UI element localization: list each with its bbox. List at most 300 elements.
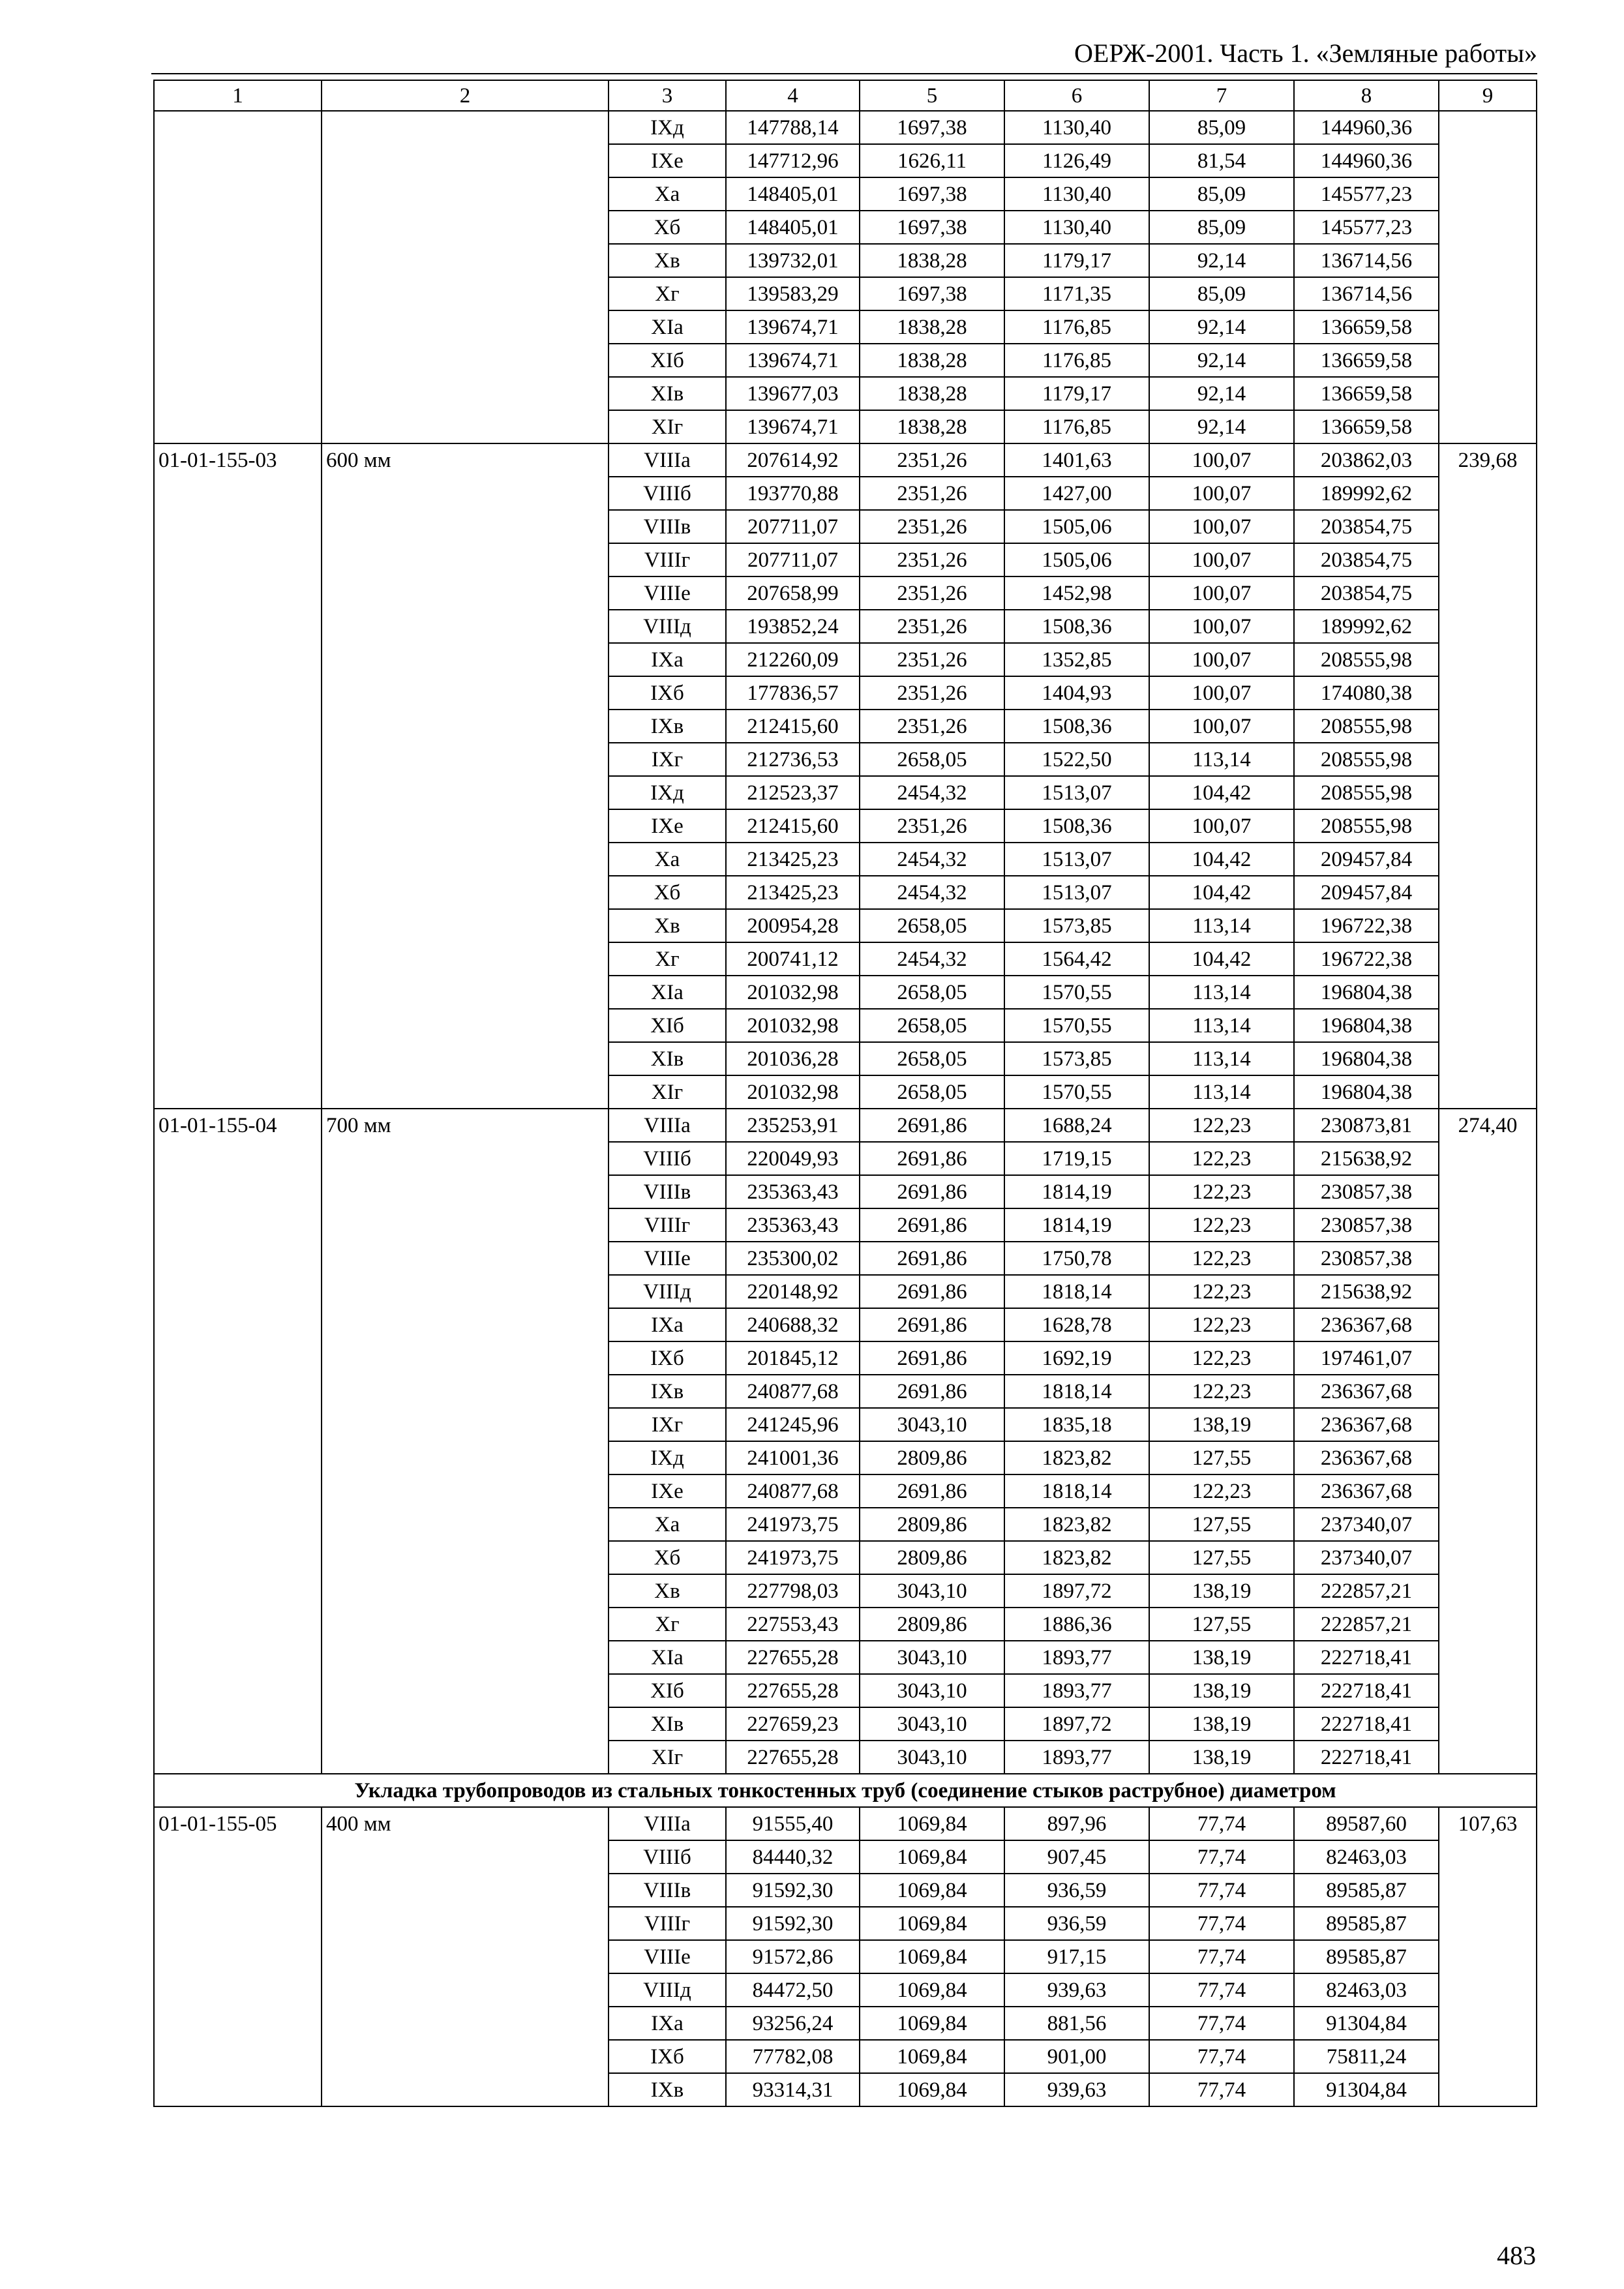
table-cell: 113,14 <box>1149 976 1294 1009</box>
table-cell: XIб <box>609 1009 726 1042</box>
table-cell: 113,14 <box>1149 1042 1294 1075</box>
table-cell: 2351,26 <box>860 643 1004 676</box>
table-cell: 122,23 <box>1149 1109 1294 1142</box>
norm-name: 400 мм <box>322 1807 609 2106</box>
table-cell: 1818,14 <box>1004 1474 1149 1508</box>
table-cell: 2658,05 <box>860 1075 1004 1109</box>
table-cell: 1171,35 <box>1004 277 1149 310</box>
table-cell: 196804,38 <box>1294 976 1439 1009</box>
table-cell: 127,55 <box>1149 1608 1294 1641</box>
table-cell: 208555,98 <box>1294 710 1439 743</box>
table-cell: 203854,75 <box>1294 543 1439 576</box>
table-cell: 208555,98 <box>1294 643 1439 676</box>
table-cell: 89587,60 <box>1294 1807 1439 1840</box>
table-cell: VIIIа <box>609 1109 726 1142</box>
table-cell: 235253,91 <box>726 1109 860 1142</box>
table-cell: 2691,86 <box>860 1308 1004 1341</box>
table-cell: XIв <box>609 377 726 410</box>
table-cell: VIIIд <box>609 1973 726 2007</box>
table-cell: VIIIб <box>609 477 726 510</box>
table-cell: 91555,40 <box>726 1807 860 1840</box>
table-cell: VIIIд <box>609 1275 726 1308</box>
table-cell: IXа <box>609 2007 726 2040</box>
table-cell: VIIIе <box>609 1940 726 1973</box>
table-cell: 230857,38 <box>1294 1175 1439 1208</box>
table-cell: 220148,92 <box>726 1275 860 1308</box>
table-cell: IXг <box>609 743 726 776</box>
table-cell: 208555,98 <box>1294 809 1439 843</box>
table-row <box>154 1807 1537 1840</box>
table-cell: XIв <box>609 1707 726 1741</box>
table-cell: 122,23 <box>1149 1474 1294 1508</box>
table-cell: 196804,38 <box>1294 1042 1439 1075</box>
table-cell: 201032,98 <box>726 1075 860 1109</box>
table-cell: 82463,03 <box>1294 1840 1439 1874</box>
norm-code: 01-01-155-03 <box>154 443 322 1109</box>
table-cell: Xг <box>609 942 726 976</box>
table-cell: Xб <box>609 1541 726 1574</box>
table-cell: 1564,42 <box>1004 942 1149 976</box>
norm-code <box>154 111 322 443</box>
table-cell: 212415,60 <box>726 710 860 743</box>
table-cell: 85,09 <box>1149 111 1294 144</box>
table-cell: 1176,85 <box>1004 410 1149 443</box>
table-cell: 127,55 <box>1149 1541 1294 1574</box>
page-header: ОЕРЖ-2001. Часть 1. «Земляные работы» <box>1074 38 1537 68</box>
table-cell: 235363,43 <box>726 1208 860 1242</box>
table-cell: 1513,07 <box>1004 876 1149 909</box>
table-cell: 91572,86 <box>726 1940 860 1973</box>
table-cell: 189992,62 <box>1294 610 1439 643</box>
table-cell: 1130,40 <box>1004 211 1149 244</box>
table-cell: 122,23 <box>1149 1208 1294 1242</box>
table-cell: VIIIв <box>609 1874 726 1907</box>
table-cell: XIа <box>609 1641 726 1674</box>
table-cell: 1069,84 <box>860 2040 1004 2073</box>
table-cell: 212260,09 <box>726 643 860 676</box>
table-cell: 203854,75 <box>1294 576 1439 610</box>
table-cell: 85,09 <box>1149 177 1294 211</box>
table-cell: 138,19 <box>1149 1707 1294 1741</box>
table-cell: 939,63 <box>1004 1973 1149 2007</box>
table-cell: 2691,86 <box>860 1275 1004 1308</box>
table-cell: 2351,26 <box>860 510 1004 543</box>
table-cell: 222718,41 <box>1294 1641 1439 1674</box>
table-cell: 100,07 <box>1149 643 1294 676</box>
table-cell: 122,23 <box>1149 1341 1294 1375</box>
table-cell: Xг <box>609 1608 726 1641</box>
norm-col9-value: 274,40 <box>1439 1109 1537 1774</box>
header-rule <box>151 73 1537 74</box>
table-cell: 201032,98 <box>726 1009 860 1042</box>
table-cell: 939,63 <box>1004 2073 1149 2106</box>
table-cell: 127,55 <box>1149 1441 1294 1474</box>
table-cell: 1838,28 <box>860 410 1004 443</box>
table-cell: 222857,21 <box>1294 1574 1439 1608</box>
section-title-row <box>154 1774 1537 1807</box>
table-cell: 177836,57 <box>726 676 860 710</box>
table-cell: 1697,38 <box>860 177 1004 211</box>
table-cell: IXе <box>609 1474 726 1508</box>
table-cell: 201036,28 <box>726 1042 860 1075</box>
table-cell: IXа <box>609 1308 726 1341</box>
table-cell: 100,07 <box>1149 676 1294 710</box>
table-cell: 197461,07 <box>1294 1341 1439 1375</box>
table-cell: 230857,38 <box>1294 1208 1439 1242</box>
table-cell: Xв <box>609 244 726 277</box>
table-cell: 2691,86 <box>860 1109 1004 1142</box>
table-cell: 1897,72 <box>1004 1574 1149 1608</box>
table-cell: 212736,53 <box>726 743 860 776</box>
table-cell: 104,42 <box>1149 942 1294 976</box>
table-cell: XIг <box>609 1075 726 1109</box>
table-cell: IXе <box>609 809 726 843</box>
table-cell: 2691,86 <box>860 1142 1004 1175</box>
table-cell: 81,54 <box>1149 144 1294 177</box>
table-cell: 1692,19 <box>1004 1341 1149 1375</box>
table-cell: 89585,87 <box>1294 1907 1439 1940</box>
table-cell: 907,45 <box>1004 1840 1149 1874</box>
table-cell: 77,74 <box>1149 2007 1294 2040</box>
column-number-6: 6 <box>1004 80 1149 111</box>
table-body <box>154 80 1537 2106</box>
table-cell: 3043,10 <box>860 1674 1004 1707</box>
table-cell: 1814,19 <box>1004 1175 1149 1208</box>
table-cell: 213425,23 <box>726 843 860 876</box>
table-cell: 92,14 <box>1149 344 1294 377</box>
table-cell: 207614,92 <box>726 443 860 477</box>
table-cell: 207658,99 <box>726 576 860 610</box>
table-cell: 1893,77 <box>1004 1674 1149 1707</box>
table-cell: 145577,23 <box>1294 211 1439 244</box>
table-cell: 222718,41 <box>1294 1741 1439 1774</box>
table-cell: 2454,32 <box>860 942 1004 976</box>
table-cell: 138,19 <box>1149 1574 1294 1608</box>
table-cell: 104,42 <box>1149 776 1294 809</box>
table-cell: 89585,87 <box>1294 1874 1439 1907</box>
table-cell: 1893,77 <box>1004 1741 1149 1774</box>
table-cell: 113,14 <box>1149 909 1294 942</box>
table-cell: 897,96 <box>1004 1807 1149 1840</box>
table-cell: 77,74 <box>1149 1940 1294 1973</box>
table-cell: 174080,38 <box>1294 676 1439 710</box>
table-cell: 1750,78 <box>1004 1242 1149 1275</box>
table-cell: 212415,60 <box>726 809 860 843</box>
table-cell: 100,07 <box>1149 510 1294 543</box>
table-cell: 201845,12 <box>726 1341 860 1375</box>
table-cell: Xа <box>609 1508 726 1541</box>
table-cell: 113,14 <box>1149 1075 1294 1109</box>
table-cell: 92,14 <box>1149 377 1294 410</box>
table-cell: 138,19 <box>1149 1674 1294 1707</box>
table-cell: 1628,78 <box>1004 1308 1149 1341</box>
table-cell: 1570,55 <box>1004 1075 1149 1109</box>
table-cell: 136659,58 <box>1294 310 1439 344</box>
table-cell: XIб <box>609 1674 726 1707</box>
table-cell: 1069,84 <box>860 1907 1004 1940</box>
table-cell: 208555,98 <box>1294 743 1439 776</box>
table-cell: 196804,38 <box>1294 1075 1439 1109</box>
table-cell: IXд <box>609 111 726 144</box>
table-cell: 136659,58 <box>1294 344 1439 377</box>
table-cell: 1697,38 <box>860 277 1004 310</box>
table-cell: 1697,38 <box>860 211 1004 244</box>
table-cell: 138,19 <box>1149 1741 1294 1774</box>
price-table <box>153 80 1537 2107</box>
table-cell: 196722,38 <box>1294 942 1439 976</box>
table-cell: 136714,56 <box>1294 277 1439 310</box>
table-cell: 1126,49 <box>1004 144 1149 177</box>
table-cell: 196722,38 <box>1294 909 1439 942</box>
table-cell: 91304,84 <box>1294 2073 1439 2106</box>
table-cell: VIIIе <box>609 1242 726 1275</box>
table-cell: 203862,03 <box>1294 443 1439 477</box>
table-cell: 100,07 <box>1149 710 1294 743</box>
table-cell: 240877,68 <box>726 1474 860 1508</box>
table-cell: 1818,14 <box>1004 1275 1149 1308</box>
table-cell: 227798,03 <box>726 1574 860 1608</box>
table-cell: XIг <box>609 1741 726 1774</box>
table-cell: 1452,98 <box>1004 576 1149 610</box>
table-row <box>154 111 1537 144</box>
table-cell: 144960,36 <box>1294 144 1439 177</box>
table-cell: 77,74 <box>1149 1907 1294 1940</box>
table-cell: 2691,86 <box>860 1375 1004 1408</box>
table-cell: 113,14 <box>1149 743 1294 776</box>
table-cell: IXб <box>609 676 726 710</box>
table-cell: 237340,07 <box>1294 1508 1439 1541</box>
table-cell: 227655,28 <box>726 1741 860 1774</box>
table-cell: 227655,28 <box>726 1641 860 1674</box>
table-cell: 77,74 <box>1149 1840 1294 1874</box>
table-cell: 1427,00 <box>1004 477 1149 510</box>
table-cell: 2351,26 <box>860 443 1004 477</box>
table-cell: 201032,98 <box>726 976 860 1009</box>
table-cell: 936,59 <box>1004 1907 1149 1940</box>
table-cell: 1886,36 <box>1004 1608 1149 1641</box>
table-cell: 93256,24 <box>726 2007 860 2040</box>
table-cell: 2691,86 <box>860 1208 1004 1242</box>
table-cell: 1401,63 <box>1004 443 1149 477</box>
table-cell: 1838,28 <box>860 377 1004 410</box>
table-cell: 127,55 <box>1149 1508 1294 1541</box>
table-cell: 1069,84 <box>860 1807 1004 1840</box>
norm-name: 700 мм <box>322 1109 609 1774</box>
table-cell: 240877,68 <box>726 1375 860 1408</box>
table-cell: 213425,23 <box>726 876 860 909</box>
table-cell: 2809,86 <box>860 1508 1004 1541</box>
table-cell: 144960,36 <box>1294 111 1439 144</box>
table-cell: Xв <box>609 909 726 942</box>
table-cell: 227553,43 <box>726 1608 860 1641</box>
table-cell: 220049,93 <box>726 1142 860 1175</box>
norm-col9-value: 107,63 <box>1439 1807 1537 2106</box>
table-cell: VIIIа <box>609 1807 726 1840</box>
table-cell: 92,14 <box>1149 410 1294 443</box>
norm-col9-value <box>1439 111 1537 443</box>
table-cell: 236367,68 <box>1294 1441 1439 1474</box>
table-cell: 236367,68 <box>1294 1474 1439 1508</box>
table-cell: 1352,85 <box>1004 643 1149 676</box>
table-cell: 207711,07 <box>726 543 860 576</box>
norm-name: 600 мм <box>322 443 609 1109</box>
table-cell: 1069,84 <box>860 1874 1004 1907</box>
table-cell: 122,23 <box>1149 1242 1294 1275</box>
table-cell: 3043,10 <box>860 1574 1004 1608</box>
table-cell: 1573,85 <box>1004 909 1149 942</box>
table-cell: VIIIд <box>609 610 726 643</box>
table-cell: 139674,71 <box>726 310 860 344</box>
table-cell: 1505,06 <box>1004 543 1149 576</box>
table-cell: 222857,21 <box>1294 1608 1439 1641</box>
table-cell: 1688,24 <box>1004 1109 1149 1142</box>
table-cell: 1069,84 <box>860 1940 1004 1973</box>
table-cell: 77,74 <box>1149 1874 1294 1907</box>
table-cell: 100,07 <box>1149 809 1294 843</box>
table-cell: 77,74 <box>1149 2073 1294 2106</box>
column-number-8: 8 <box>1294 80 1439 111</box>
table-cell: 881,56 <box>1004 2007 1149 2040</box>
table-cell: 241973,75 <box>726 1541 860 1574</box>
table-cell: 200741,12 <box>726 942 860 976</box>
page-number: 483 <box>1497 2241 1536 2270</box>
table-cell: 2809,86 <box>860 1441 1004 1474</box>
table-cell: XIа <box>609 310 726 344</box>
table-cell: IXв <box>609 2073 726 2106</box>
table-cell: 236367,68 <box>1294 1408 1439 1441</box>
norm-code: 01-01-155-05 <box>154 1807 322 2106</box>
table-cell: 122,23 <box>1149 1175 1294 1208</box>
table-cell: 2351,26 <box>860 676 1004 710</box>
table-cell: 136659,58 <box>1294 410 1439 443</box>
table-cell: 1823,82 <box>1004 1541 1149 1574</box>
table-cell: 1835,18 <box>1004 1408 1149 1441</box>
table-cell: 91592,30 <box>726 1907 860 1940</box>
table-cell: IXв <box>609 1375 726 1408</box>
table-cell: Xа <box>609 177 726 211</box>
table-cell: VIIIа <box>609 443 726 477</box>
table-cell: 1179,17 <box>1004 244 1149 277</box>
table-cell: 77,74 <box>1149 2040 1294 2073</box>
table-cell: 113,14 <box>1149 1009 1294 1042</box>
table-cell: IXе <box>609 144 726 177</box>
table-cell: IXд <box>609 1441 726 1474</box>
table-cell: Xб <box>609 876 726 909</box>
table-cell: 91304,84 <box>1294 2007 1439 2040</box>
table-cell: 122,23 <box>1149 1375 1294 1408</box>
table-cell: 1513,07 <box>1004 843 1149 876</box>
table-cell: 100,07 <box>1149 477 1294 510</box>
table-cell: VIIIг <box>609 1208 726 1242</box>
table-cell: 1176,85 <box>1004 344 1149 377</box>
table-cell: 93314,31 <box>726 2073 860 2106</box>
table-cell: VIIIб <box>609 1142 726 1175</box>
table-cell: 1573,85 <box>1004 1042 1149 1075</box>
table-cell: 235363,43 <box>726 1175 860 1208</box>
table-cell: 2454,32 <box>860 776 1004 809</box>
table-cell: 139732,01 <box>726 244 860 277</box>
table-cell: VIIIв <box>609 510 726 543</box>
table-cell: 236367,68 <box>1294 1308 1439 1341</box>
column-number-7: 7 <box>1149 80 1294 111</box>
table-cell: 901,00 <box>1004 2040 1149 2073</box>
table-cell: 200954,28 <box>726 909 860 942</box>
table-cell: 2454,32 <box>860 876 1004 909</box>
table-cell: 122,23 <box>1149 1142 1294 1175</box>
table-cell: 2454,32 <box>860 843 1004 876</box>
table-cell: XIв <box>609 1042 726 1075</box>
section-title: Укладка трубопроводов из стальных тонкостенных труб (соединение стыков раструбное) диаметром <box>154 1774 1537 1807</box>
norm-code: 01-01-155-04 <box>154 1109 322 1774</box>
table-cell: 241245,96 <box>726 1408 860 1441</box>
table-cell: Xг <box>609 277 726 310</box>
table-cell: 208555,98 <box>1294 776 1439 809</box>
table-cell: 3043,10 <box>860 1408 1004 1441</box>
table-cell: Xа <box>609 843 726 876</box>
column-number-2: 2 <box>322 80 609 111</box>
table-cell: 1130,40 <box>1004 177 1149 211</box>
table-cell: 196804,38 <box>1294 1009 1439 1042</box>
table-cell: 147788,14 <box>726 111 860 144</box>
table-cell: 230857,38 <box>1294 1242 1439 1275</box>
table-cell: IXа <box>609 643 726 676</box>
table-cell: 222718,41 <box>1294 1707 1439 1741</box>
table-cell: 75811,24 <box>1294 2040 1439 2073</box>
column-number-5: 5 <box>860 80 1004 111</box>
table-cell: 1823,82 <box>1004 1508 1149 1541</box>
table-cell: 139677,03 <box>726 377 860 410</box>
table-cell: 207711,07 <box>726 510 860 543</box>
table-cell: 2809,86 <box>860 1608 1004 1641</box>
table-cell: 92,14 <box>1149 310 1294 344</box>
table-cell: 138,19 <box>1149 1408 1294 1441</box>
table-cell: 1897,72 <box>1004 1707 1149 1741</box>
table-cell: 2691,86 <box>860 1175 1004 1208</box>
table-cell: 89585,87 <box>1294 1940 1439 1973</box>
table-cell: XIа <box>609 976 726 1009</box>
table-cell: 77782,08 <box>726 2040 860 2073</box>
table-cell: VIIIг <box>609 1907 726 1940</box>
table-cell: 2351,26 <box>860 710 1004 743</box>
table-cell: 240688,32 <box>726 1308 860 1341</box>
table-cell: 235300,02 <box>726 1242 860 1275</box>
table-cell: 2658,05 <box>860 909 1004 942</box>
table-cell: 1069,84 <box>860 1840 1004 1874</box>
table-cell: VIIIв <box>609 1175 726 1208</box>
table-cell: 1626,11 <box>860 144 1004 177</box>
table-cell: 139674,71 <box>726 410 860 443</box>
table-cell: 1404,93 <box>1004 676 1149 710</box>
table-cell: Xв <box>609 1574 726 1608</box>
norm-name <box>322 111 609 443</box>
column-number-4: 4 <box>726 80 860 111</box>
table-cell: 2691,86 <box>860 1341 1004 1375</box>
table-cell: 1570,55 <box>1004 1009 1149 1042</box>
table-cell: 1508,36 <box>1004 809 1149 843</box>
table-cell: 3043,10 <box>860 1641 1004 1674</box>
table-cell: 193770,88 <box>726 477 860 510</box>
table-cell: 241001,36 <box>726 1441 860 1474</box>
table-cell: 1823,82 <box>1004 1441 1149 1474</box>
table-cell: 215638,92 <box>1294 1275 1439 1308</box>
table-cell: 209457,84 <box>1294 876 1439 909</box>
table-cell: 100,07 <box>1149 443 1294 477</box>
table-cell: VIIIг <box>609 543 726 576</box>
table-cell: 136714,56 <box>1294 244 1439 277</box>
table-cell: 100,07 <box>1149 576 1294 610</box>
table-cell: 227659,23 <box>726 1707 860 1741</box>
table-cell: 92,14 <box>1149 244 1294 277</box>
